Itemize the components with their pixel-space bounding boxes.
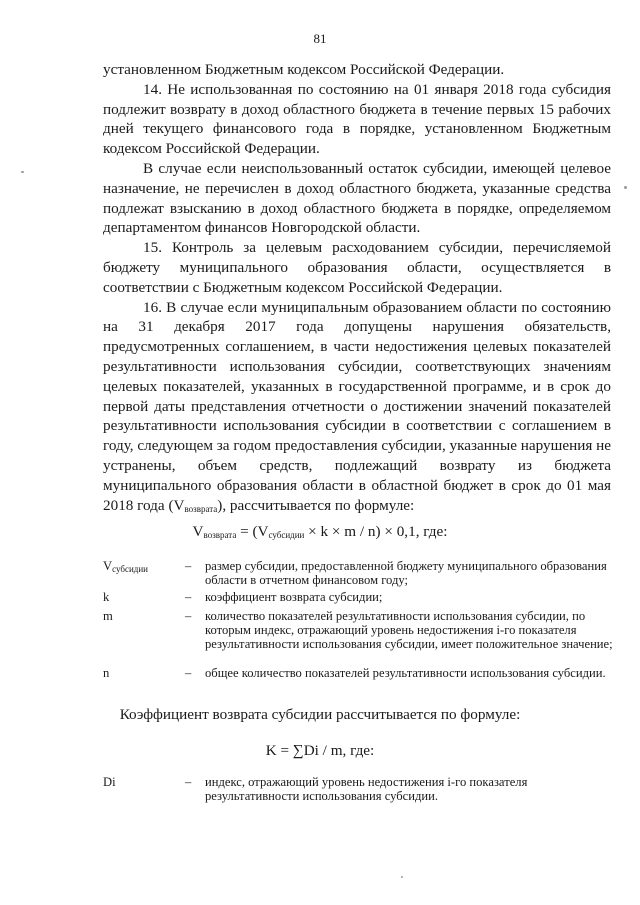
definition-desc: размер субсидии, предоставленной бюджету муниципального образования области в отчетном финансовом году; bbox=[205, 559, 607, 588]
paragraph-16-main: 16. В случае если муниципальным образованием области по состоянию на 31 декабря 2017 года допущены нарушения обязательств, предусмотренных соглашением, в части недостижения целевых показателей результативности использования субсидии, соответствующих значениям целевых показателей, указанных в государственной программе, и в срок до первой даты представления отчетности о достижении значений показателей результативности использования субсидии в соответствии с соглашением в году, следующем за годом предоставления субсидии, указанные нарушения не устранены, объем средств, подлежащий возврату из бюджета муниципального образования области в областной бюджет в срок до 01 мая 2018 года (V bbox=[103, 298, 611, 514]
definition-term: Di bbox=[103, 775, 116, 789]
scan-speck bbox=[401, 876, 403, 878]
definition-desc: индекс, отражающий уровень недостижения i-го показателя результативности использования субсидии. bbox=[205, 775, 528, 804]
formula-v: V bbox=[192, 523, 204, 540]
definition-dash: – bbox=[185, 775, 192, 789]
coefficient-intro: Коэффициент возврата субсидии рассчитывается по формуле: bbox=[119, 706, 521, 723]
definition-dash: – bbox=[185, 559, 192, 573]
formula-sub-subsidy: субсидии bbox=[268, 530, 305, 540]
body-text bbox=[103, 60, 611, 519]
definition-desc: коэффициент возврата субсидии; bbox=[205, 590, 383, 604]
definition-dash: – bbox=[185, 590, 192, 604]
paragraph-14: 14. Не использованная по состоянию на 01 января 2018 года субсидия подлежит возврату в доход областного бюджета в течение первых 15 рабочих дней текущего финансового года в порядке, установленном Бюджетным кодексом Российской Федерации. bbox=[103, 80, 611, 158]
definition-term: k bbox=[103, 590, 110, 604]
definition-term-sub: субсидии bbox=[112, 564, 148, 574]
definition-dash: – bbox=[185, 609, 192, 623]
page-number: 81 bbox=[313, 31, 327, 46]
definition-desc: общее количество показателей результативности использования субсидии. bbox=[205, 666, 606, 680]
paragraph-16 bbox=[103, 298, 611, 520]
scan-speck bbox=[21, 171, 24, 173]
definition-term-main: V bbox=[103, 559, 113, 573]
paragraph-14-remainder: В случае если неиспользованный остаток субсидии, имеющей целевое назначение, не перечислен в доход областного бюджета, указанные средства подлежат взысканию в доход областного бюджета в порядке, определяемом департаментом финансов Новгородской области. bbox=[103, 159, 611, 237]
paragraph-continuation: установленном Бюджетным кодексом Российской Федерации. bbox=[103, 61, 505, 78]
scan-speck bbox=[624, 186, 627, 189]
formula-sub-return: возврата bbox=[203, 530, 237, 540]
paragraph-15: 15. Контроль за целевым расходованием субсидии, перечисляемой бюджету муниципального образования области, осуществляется в соответствии с Бюджетным кодексом Российской Федерации. bbox=[103, 239, 611, 296]
definition-desc: количество показателей результативности использования субсидии, по которым индекс, отражающий уровень недостижения i-го показателя результативности использования субсидии, имеет положительное значение; bbox=[205, 609, 613, 652]
definition-term: n bbox=[103, 666, 110, 680]
formula-coefficient: K = ∑Di / m, где: bbox=[265, 742, 375, 759]
formula-return bbox=[0, 523, 640, 541]
formula-eq: = (V bbox=[236, 523, 269, 540]
formula-rest: × k × m / n) × 0,1, где: bbox=[304, 523, 448, 540]
definition-term: m bbox=[103, 609, 113, 623]
definition-dash: – bbox=[185, 666, 192, 680]
definition-term bbox=[103, 559, 148, 576]
paragraph-16-sub: возврата bbox=[184, 503, 218, 514]
paragraph-16-tail: ), рассчитывается по формуле: bbox=[217, 496, 415, 514]
